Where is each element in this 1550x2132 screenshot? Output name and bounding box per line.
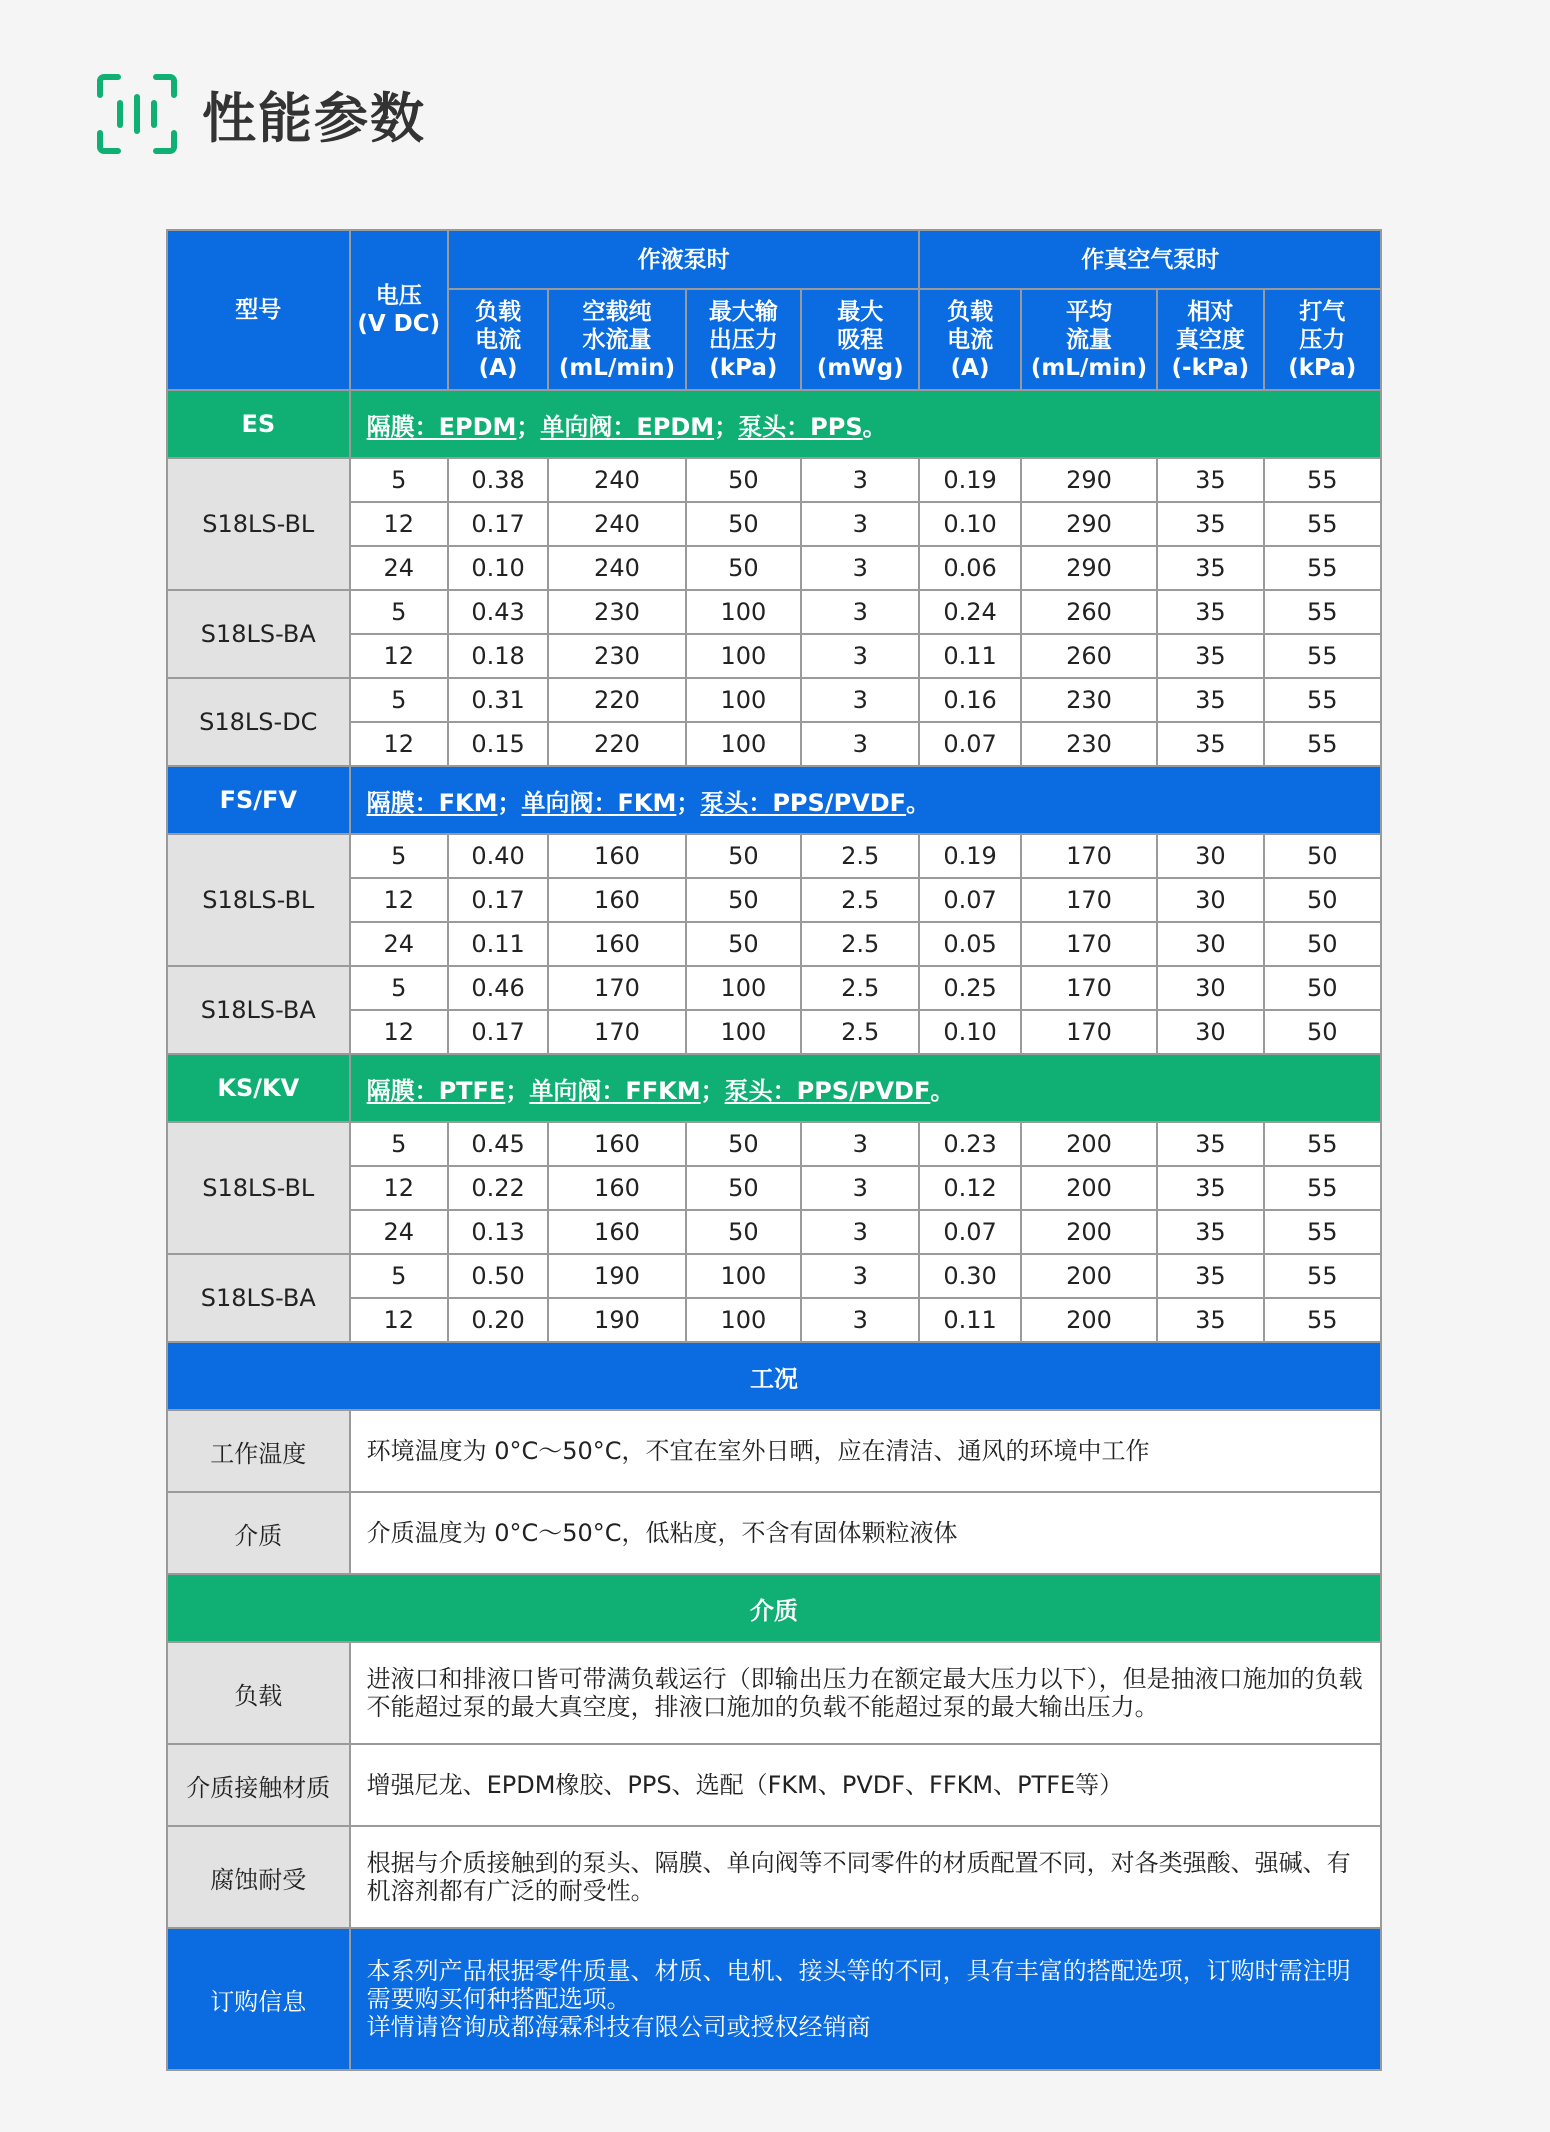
value-cell: 55 <box>1264 502 1381 546</box>
info-label: 介质接触材质 <box>167 1744 350 1826</box>
value-cell: 220 <box>548 678 685 722</box>
voltage-cell: 5 <box>350 458 448 502</box>
barcode-scan-icon <box>96 73 178 155</box>
value-cell: 0.46 <box>448 966 548 1010</box>
value-cell: 2.5 <box>801 834 919 878</box>
model-name: S18LS-BA <box>167 590 350 678</box>
value-cell: 160 <box>548 878 685 922</box>
value-cell: 0.10 <box>448 546 548 590</box>
voltage-cell: 12 <box>350 634 448 678</box>
header-voltage: 电压 (V DC) <box>350 230 448 390</box>
value-cell: 50 <box>686 1122 801 1166</box>
value-cell: 3 <box>801 458 919 502</box>
value-cell: 55 <box>1264 1254 1381 1298</box>
table-row <box>167 1254 1381 1298</box>
order-info-value: 本系列产品根据零件质量、材质、电机、接头等的不同，具有丰富的搭配选项，订购时需注明需要购买何种搭配选项。 详情请咨询成都海霖科技有限公司或授权经销商 <box>350 1928 1381 2070</box>
info-row <box>167 1492 1381 1574</box>
order-info-row <box>167 1928 1381 2070</box>
table-row <box>167 1210 1381 1254</box>
value-cell: 230 <box>548 634 685 678</box>
value-cell: 100 <box>686 590 801 634</box>
header-model: 型号 <box>167 230 350 390</box>
voltage-cell: 12 <box>350 1010 448 1054</box>
voltage-cell: 12 <box>350 1166 448 1210</box>
group-row <box>167 1054 1381 1122</box>
value-cell: 55 <box>1264 1122 1381 1166</box>
value-cell: 50 <box>686 502 801 546</box>
value-cell: 0.11 <box>919 634 1020 678</box>
value-cell: 50 <box>686 1210 801 1254</box>
value-cell: 0.15 <box>448 722 548 766</box>
value-cell: 55 <box>1264 678 1381 722</box>
medium-section-header <box>167 1574 1381 1642</box>
header-col: 打气 压力 (kPa) <box>1264 289 1381 390</box>
voltage-cell: 12 <box>350 1298 448 1342</box>
value-cell: 0.50 <box>448 1254 548 1298</box>
table-row <box>167 834 1381 878</box>
value-cell: 0.22 <box>448 1166 548 1210</box>
value-cell: 50 <box>686 546 801 590</box>
value-cell: 200 <box>1021 1254 1157 1298</box>
value-cell: 100 <box>686 678 801 722</box>
model-name: S18LS-DC <box>167 678 350 766</box>
value-cell: 170 <box>1021 1010 1157 1054</box>
value-cell: 0.25 <box>919 966 1020 1010</box>
page-header <box>96 72 426 156</box>
value-cell: 35 <box>1157 634 1263 678</box>
value-cell: 3 <box>801 1166 919 1210</box>
value-cell: 0.23 <box>919 1122 1020 1166</box>
value-cell: 50 <box>1264 878 1381 922</box>
info-label: 腐蚀耐受 <box>167 1826 350 1928</box>
value-cell: 170 <box>1021 922 1157 966</box>
value-cell: 0.10 <box>919 1010 1020 1054</box>
value-cell: 35 <box>1157 1254 1263 1298</box>
value-cell: 3 <box>801 1122 919 1166</box>
value-cell: 55 <box>1264 546 1381 590</box>
voltage-cell: 12 <box>350 502 448 546</box>
header-col: 最大输 出压力 (kPa) <box>686 289 801 390</box>
value-cell: 170 <box>1021 878 1157 922</box>
value-cell: 55 <box>1264 634 1381 678</box>
model-name: S18LS-BA <box>167 966 350 1054</box>
value-cell: 50 <box>686 834 801 878</box>
table-row <box>167 1166 1381 1210</box>
table-row <box>167 634 1381 678</box>
voltage-cell: 12 <box>350 722 448 766</box>
value-cell: 55 <box>1264 1298 1381 1342</box>
order-info-label: 订购信息 <box>167 1928 350 2070</box>
value-cell: 3 <box>801 634 919 678</box>
value-cell: 230 <box>548 590 685 634</box>
value-cell: 100 <box>686 966 801 1010</box>
table-row <box>167 966 1381 1010</box>
info-value: 增强尼龙、EPDM橡胶、PPS、选配（FKM、PVDF、FFKM、PTFE等） <box>350 1744 1381 1826</box>
value-cell: 3 <box>801 590 919 634</box>
value-cell: 200 <box>1021 1122 1157 1166</box>
value-cell: 35 <box>1157 590 1263 634</box>
value-cell: 100 <box>686 1298 801 1342</box>
table-row <box>167 458 1381 502</box>
value-cell: 0.17 <box>448 502 548 546</box>
value-cell: 35 <box>1157 1210 1263 1254</box>
value-cell: 0.45 <box>448 1122 548 1166</box>
value-cell: 0.12 <box>919 1166 1020 1210</box>
header-liquid-group: 作液泵时 <box>448 230 920 289</box>
value-cell: 3 <box>801 1298 919 1342</box>
value-cell: 0.19 <box>919 458 1020 502</box>
value-cell: 50 <box>1264 1010 1381 1054</box>
info-label: 工作温度 <box>167 1410 350 1492</box>
table-row <box>167 878 1381 922</box>
value-cell: 50 <box>1264 966 1381 1010</box>
info-value: 介质温度为 0°C～50°C，低粘度，不含有固体颗粒液体 <box>350 1492 1381 1574</box>
value-cell: 55 <box>1264 1210 1381 1254</box>
info-label: 介质 <box>167 1492 350 1574</box>
value-cell: 0.43 <box>448 590 548 634</box>
table-row <box>167 546 1381 590</box>
value-cell: 30 <box>1157 922 1263 966</box>
value-cell: 190 <box>548 1254 685 1298</box>
value-cell: 200 <box>1021 1166 1157 1210</box>
value-cell: 170 <box>1021 834 1157 878</box>
table-row <box>167 1298 1381 1342</box>
value-cell: 0.20 <box>448 1298 548 1342</box>
value-cell: 160 <box>548 922 685 966</box>
voltage-cell: 5 <box>350 678 448 722</box>
value-cell: 3 <box>801 502 919 546</box>
voltage-cell: 5 <box>350 834 448 878</box>
value-cell: 240 <box>548 546 685 590</box>
value-cell: 170 <box>548 966 685 1010</box>
model-name: S18LS-BL <box>167 458 350 590</box>
voltage-cell: 12 <box>350 878 448 922</box>
value-cell: 35 <box>1157 1298 1263 1342</box>
value-cell: 2.5 <box>801 878 919 922</box>
value-cell: 0.13 <box>448 1210 548 1254</box>
value-cell: 220 <box>548 722 685 766</box>
value-cell: 230 <box>1021 678 1157 722</box>
value-cell: 3 <box>801 722 919 766</box>
value-cell: 35 <box>1157 1122 1263 1166</box>
table-row <box>167 922 1381 966</box>
group-name: FS/FV <box>167 766 350 834</box>
group-row <box>167 390 1381 458</box>
value-cell: 290 <box>1021 458 1157 502</box>
voltage-cell: 24 <box>350 922 448 966</box>
value-cell: 170 <box>1021 966 1157 1010</box>
value-cell: 0.17 <box>448 1010 548 1054</box>
table-row <box>167 1010 1381 1054</box>
value-cell: 50 <box>686 878 801 922</box>
page-title: 性能参数 <box>202 86 426 150</box>
value-cell: 160 <box>548 1122 685 1166</box>
info-row <box>167 1744 1381 1826</box>
value-cell: 200 <box>1021 1298 1157 1342</box>
info-value: 环境温度为 0°C～50°C，不宜在室外日晒，应在清洁、通风的环境中工作 <box>350 1410 1381 1492</box>
value-cell: 0.05 <box>919 922 1020 966</box>
value-cell: 240 <box>548 502 685 546</box>
value-cell: 55 <box>1264 1166 1381 1210</box>
table-row <box>167 722 1381 766</box>
value-cell: 30 <box>1157 966 1263 1010</box>
section-title: 介质 <box>167 1574 1381 1642</box>
value-cell: 50 <box>1264 922 1381 966</box>
value-cell: 0.10 <box>919 502 1020 546</box>
group-name: ES <box>167 390 350 458</box>
value-cell: 0.11 <box>919 1298 1020 1342</box>
info-row <box>167 1410 1381 1492</box>
value-cell: 0.11 <box>448 922 548 966</box>
value-cell: 35 <box>1157 722 1263 766</box>
value-cell: 30 <box>1157 834 1263 878</box>
value-cell: 290 <box>1021 502 1157 546</box>
group-name: KS/KV <box>167 1054 350 1122</box>
voltage-cell: 5 <box>350 966 448 1010</box>
value-cell: 260 <box>1021 634 1157 678</box>
value-cell: 0.38 <box>448 458 548 502</box>
value-cell: 30 <box>1157 878 1263 922</box>
section-title: 工况 <box>167 1342 1381 1410</box>
value-cell: 0.17 <box>448 878 548 922</box>
value-cell: 100 <box>686 1010 801 1054</box>
info-row <box>167 1642 1381 1744</box>
value-cell: 35 <box>1157 502 1263 546</box>
value-cell: 0.07 <box>919 878 1020 922</box>
value-cell: 260 <box>1021 590 1157 634</box>
value-cell: 35 <box>1157 546 1263 590</box>
value-cell: 0.31 <box>448 678 548 722</box>
header-col: 平均 流量 (mL/min) <box>1021 289 1157 390</box>
value-cell: 100 <box>686 722 801 766</box>
value-cell: 50 <box>686 458 801 502</box>
value-cell: 0.19 <box>919 834 1020 878</box>
value-cell: 230 <box>1021 722 1157 766</box>
value-cell: 100 <box>686 634 801 678</box>
table-row <box>167 678 1381 722</box>
value-cell: 55 <box>1264 458 1381 502</box>
conditions-section-header <box>167 1342 1381 1410</box>
value-cell: 160 <box>548 1166 685 1210</box>
value-cell: 3 <box>801 1254 919 1298</box>
value-cell: 55 <box>1264 590 1381 634</box>
value-cell: 35 <box>1157 678 1263 722</box>
value-cell: 55 <box>1264 722 1381 766</box>
value-cell: 3 <box>801 546 919 590</box>
table-row <box>167 590 1381 634</box>
info-label: 负载 <box>167 1642 350 1744</box>
group-row <box>167 766 1381 834</box>
value-cell: 50 <box>686 922 801 966</box>
model-name: S18LS-BA <box>167 1254 350 1342</box>
header-col: 空载纯 水流量 (mL/min) <box>548 289 685 390</box>
value-cell: 0.40 <box>448 834 548 878</box>
spec-table <box>166 229 1382 2071</box>
value-cell: 50 <box>1264 834 1381 878</box>
voltage-cell: 5 <box>350 1122 448 1166</box>
header-col: 相对 真空度 (-kPa) <box>1157 289 1263 390</box>
info-row <box>167 1826 1381 1928</box>
value-cell: 0.30 <box>919 1254 1020 1298</box>
voltage-cell: 24 <box>350 1210 448 1254</box>
value-cell: 0.07 <box>919 1210 1020 1254</box>
value-cell: 2.5 <box>801 1010 919 1054</box>
value-cell: 170 <box>548 1010 685 1054</box>
value-cell: 190 <box>548 1298 685 1342</box>
value-cell: 35 <box>1157 458 1263 502</box>
value-cell: 200 <box>1021 1210 1157 1254</box>
header-col: 负载 电流 (A) <box>919 289 1020 390</box>
model-name: S18LS-BL <box>167 1122 350 1254</box>
value-cell: 30 <box>1157 1010 1263 1054</box>
value-cell: 240 <box>548 458 685 502</box>
voltage-cell: 24 <box>350 546 448 590</box>
value-cell: 3 <box>801 1210 919 1254</box>
value-cell: 35 <box>1157 1166 1263 1210</box>
group-material-desc: 隔膜：FKM；单向阀：FKM；泵头：PPS/PVDF。 <box>350 766 1381 834</box>
value-cell: 2.5 <box>801 966 919 1010</box>
group-material-desc: 隔膜：EPDM；单向阀：EPDM；泵头：PPS。 <box>350 390 1381 458</box>
table-row <box>167 1122 1381 1166</box>
value-cell: 160 <box>548 1210 685 1254</box>
voltage-cell: 5 <box>350 590 448 634</box>
voltage-cell: 5 <box>350 1254 448 1298</box>
table-row <box>167 502 1381 546</box>
value-cell: 0.07 <box>919 722 1020 766</box>
info-value: 进液口和排液口皆可带满负载运行（即输出压力在额定最大压力以下），但是抽液口施加的负载不能超过泵的最大真空度，排液口施加的负载不能超过泵的最大输出压力。 <box>350 1642 1381 1744</box>
value-cell: 0.18 <box>448 634 548 678</box>
value-cell: 3 <box>801 678 919 722</box>
group-material-desc: 隔膜：PTFE；单向阀：FFKM；泵头：PPS/PVDF。 <box>350 1054 1381 1122</box>
value-cell: 0.16 <box>919 678 1020 722</box>
header-col: 负载 电流 (A) <box>448 289 548 390</box>
value-cell: 0.24 <box>919 590 1020 634</box>
value-cell: 160 <box>548 834 685 878</box>
value-cell: 0.06 <box>919 546 1020 590</box>
info-value: 根据与介质接触到的泵头、隔膜、单向阀等不同零件的材质配置不同，对各类强酸、强碱、有机溶剂都有广泛的耐受性。 <box>350 1826 1381 1928</box>
header-vacuum-group: 作真空气泵时 <box>919 230 1381 289</box>
value-cell: 290 <box>1021 546 1157 590</box>
value-cell: 2.5 <box>801 922 919 966</box>
model-name: S18LS-BL <box>167 834 350 966</box>
header-col: 最大 吸程 (mWg) <box>801 289 919 390</box>
value-cell: 100 <box>686 1254 801 1298</box>
value-cell: 50 <box>686 1166 801 1210</box>
